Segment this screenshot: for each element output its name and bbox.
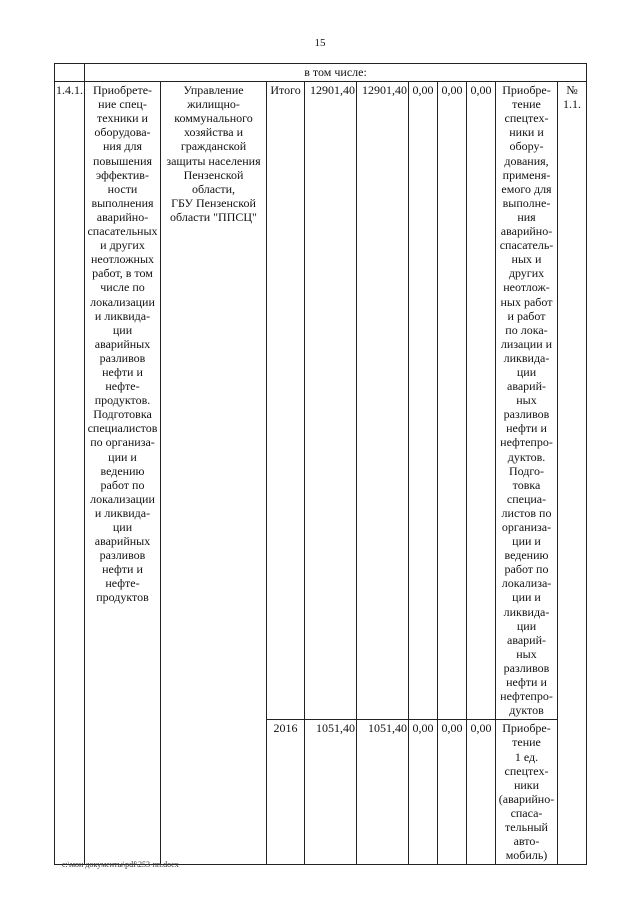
total-value-2016: 1051,40 bbox=[316, 721, 355, 736]
text-line: Приобре- bbox=[502, 721, 551, 736]
text-line: листов по bbox=[501, 505, 552, 520]
text-line: ции и bbox=[512, 534, 541, 549]
text-line: ных работ bbox=[500, 294, 553, 309]
item-number: 1.4.1. bbox=[56, 83, 83, 98]
value-2016-1: 0,00 bbox=[412, 721, 434, 736]
text-line: области, bbox=[191, 181, 236, 196]
text-line: ции bbox=[112, 520, 133, 534]
text-line: по организа- bbox=[90, 435, 155, 450]
text-line: неотложных bbox=[91, 252, 154, 267]
period-2016: 2016 bbox=[273, 721, 298, 736]
text-line: обору- bbox=[509, 139, 544, 154]
text-line: дуктов bbox=[509, 703, 544, 718]
result-cell-2016 bbox=[496, 720, 558, 865]
text-line: применя- bbox=[502, 167, 551, 182]
value-3: 0,00 bbox=[470, 83, 492, 98]
text-line: техники и bbox=[97, 111, 148, 126]
text-line: ности bbox=[107, 181, 138, 196]
text-line: аварийных bbox=[94, 336, 151, 351]
text-line: выполнения bbox=[91, 195, 154, 210]
subheader-text: в том числе: bbox=[304, 65, 367, 79]
text-line: ликвида- bbox=[503, 350, 550, 365]
text-line: спасательных bbox=[87, 224, 158, 239]
text-line: емого для bbox=[501, 181, 552, 196]
text-line: Приобре- bbox=[502, 83, 551, 98]
text-line: ных и bbox=[511, 252, 542, 267]
result-cell bbox=[496, 82, 558, 720]
total-cell-2016 bbox=[305, 720, 357, 865]
total-value: 12901,40 bbox=[310, 83, 355, 98]
text-line: организа- bbox=[501, 520, 552, 534]
budget-cell bbox=[357, 82, 409, 720]
text-line: спаса- bbox=[510, 805, 543, 820]
activity-cell bbox=[85, 82, 161, 865]
result-text-2016 bbox=[497, 721, 556, 862]
text-line: 1 ед. bbox=[514, 749, 539, 764]
text-line: числе по bbox=[100, 280, 145, 295]
text-line: повышения bbox=[92, 153, 153, 168]
text-line: аварий- bbox=[507, 379, 546, 394]
text-line: нефтепро- bbox=[500, 689, 553, 704]
text-line: локализа- bbox=[501, 576, 552, 591]
text-line: выполне- bbox=[502, 195, 551, 210]
text-line: тельный bbox=[505, 819, 548, 834]
text-line: Подготовка bbox=[93, 407, 152, 422]
text-line: ции bbox=[112, 322, 133, 337]
text-line: нефти и bbox=[506, 675, 547, 690]
text-line: ликвида- bbox=[503, 604, 550, 619]
text-line: эффектив- bbox=[96, 167, 149, 182]
text-line: нефте- bbox=[105, 379, 140, 394]
text-line: нефти и bbox=[102, 364, 143, 379]
value-cell-2016-2 bbox=[438, 720, 467, 865]
text-line: ние спец- bbox=[98, 97, 147, 112]
activity-text bbox=[86, 83, 159, 604]
text-line: специа- bbox=[506, 491, 547, 506]
subheader-blank-cell bbox=[55, 64, 85, 82]
text-line: ники bbox=[513, 777, 540, 792]
text-line: ных bbox=[516, 393, 537, 408]
text-line: разливов bbox=[503, 407, 550, 422]
text-line: Подго- bbox=[508, 463, 545, 478]
text-line: гражданской bbox=[180, 139, 247, 154]
text-line: ведению bbox=[100, 463, 145, 478]
text-line: ния для bbox=[103, 139, 142, 154]
text-line: и работ bbox=[507, 308, 546, 323]
text-line: и ликвида- bbox=[94, 505, 151, 520]
text-line: оборудова- bbox=[94, 125, 151, 140]
text-line: лизации и bbox=[500, 336, 553, 351]
subheader-cell bbox=[85, 64, 587, 82]
program-table bbox=[54, 63, 587, 865]
text-line: (аварийно- bbox=[498, 791, 555, 806]
executor-text bbox=[162, 83, 265, 224]
budget-cell-2016 bbox=[357, 720, 409, 865]
text-line: аварийных bbox=[94, 534, 151, 549]
text-line: и ликвида- bbox=[94, 308, 151, 323]
text-line: и других bbox=[100, 238, 145, 253]
page-number: 15 bbox=[314, 37, 326, 49]
value-cell-3 bbox=[467, 82, 496, 720]
item-number-cell bbox=[55, 82, 85, 865]
text-line: защиты населения bbox=[166, 153, 261, 168]
text-line: мобиль) bbox=[505, 848, 548, 863]
text-line: аварийно- bbox=[96, 209, 149, 224]
text-line: ники и bbox=[509, 125, 544, 140]
period-cell bbox=[267, 82, 305, 720]
value-cell-1 bbox=[409, 82, 438, 720]
text-line: № bbox=[566, 83, 578, 98]
text-line: разливов bbox=[99, 350, 146, 365]
text-line: ведению bbox=[504, 548, 549, 563]
indicator-text bbox=[559, 83, 585, 111]
table-row-total bbox=[55, 82, 587, 720]
text-line: Управление bbox=[183, 83, 244, 98]
text-line: ГБУ Пензенской bbox=[171, 195, 256, 210]
text-line: нефте- bbox=[105, 576, 140, 591]
text-line: по лока- bbox=[505, 322, 548, 337]
budget-value: 12901,40 bbox=[362, 83, 407, 98]
text-line: коммунального bbox=[174, 111, 253, 126]
text-line: ных bbox=[516, 646, 537, 661]
text-line: разливов bbox=[99, 548, 146, 563]
text-line: работ, в том bbox=[92, 266, 153, 281]
text-line: ции bbox=[516, 364, 537, 379]
text-line: авто- bbox=[513, 834, 540, 849]
value-2: 0,00 bbox=[441, 83, 463, 98]
value-cell-2 bbox=[438, 82, 467, 720]
text-line: неотлож- bbox=[503, 280, 550, 295]
value-cell-2016-3 bbox=[467, 720, 496, 865]
text-line: локализации bbox=[90, 491, 155, 506]
text-line: жилищно- bbox=[187, 97, 240, 112]
value-2016-2: 0,00 bbox=[441, 721, 463, 736]
text-line: локализации bbox=[90, 294, 155, 309]
period-total: Итого bbox=[270, 83, 301, 98]
text-line: специалистов bbox=[87, 421, 158, 436]
text-line: тение bbox=[512, 97, 541, 112]
text-line: Приобрете- bbox=[92, 83, 153, 98]
footer-file-path: c:\мои документы\pdf\253-пп.docx bbox=[62, 860, 179, 869]
text-line: Пензенской bbox=[183, 167, 244, 182]
text-line: нефтепро- bbox=[500, 435, 553, 450]
text-line: спецтех- bbox=[504, 763, 549, 778]
total-cell bbox=[305, 82, 357, 720]
text-line: продуктов. bbox=[94, 393, 151, 408]
value-1: 0,00 bbox=[412, 83, 434, 98]
text-line: ции и bbox=[108, 449, 137, 464]
value-cell-2016-1 bbox=[409, 720, 438, 865]
text-line: аварийно- bbox=[500, 224, 553, 239]
text-line: дования, bbox=[504, 153, 549, 168]
text-line: хозяйства и bbox=[183, 125, 244, 140]
period-cell-2016 bbox=[267, 720, 305, 865]
budget-value-2016: 1051,40 bbox=[368, 721, 407, 736]
text-line: нефти и bbox=[102, 562, 143, 577]
text-line: работ по bbox=[100, 477, 145, 492]
executor-cell bbox=[161, 82, 267, 865]
text-line: нефти и bbox=[506, 421, 547, 436]
text-line: тение bbox=[512, 735, 541, 750]
text-line: аварий- bbox=[507, 632, 546, 647]
subheader-row bbox=[55, 64, 587, 82]
text-line: спасатель- bbox=[499, 238, 554, 253]
text-line: 1.1. bbox=[563, 97, 582, 112]
text-line: спецтех- bbox=[504, 111, 549, 126]
text-line: разливов bbox=[503, 660, 550, 675]
value-2016-3: 0,00 bbox=[470, 721, 492, 736]
text-line: ции bbox=[516, 618, 537, 633]
text-line: других bbox=[508, 266, 545, 281]
text-line: работ по bbox=[504, 562, 549, 577]
text-line: области "ППСЦ" bbox=[170, 209, 257, 224]
result-text bbox=[497, 83, 556, 717]
indicator-cell bbox=[558, 82, 587, 865]
text-line: ции и bbox=[512, 590, 541, 605]
text-line: продуктов bbox=[96, 590, 149, 605]
text-line: ния bbox=[517, 209, 536, 224]
text-line: дуктов. bbox=[507, 449, 546, 464]
text-line: товка bbox=[512, 477, 541, 492]
